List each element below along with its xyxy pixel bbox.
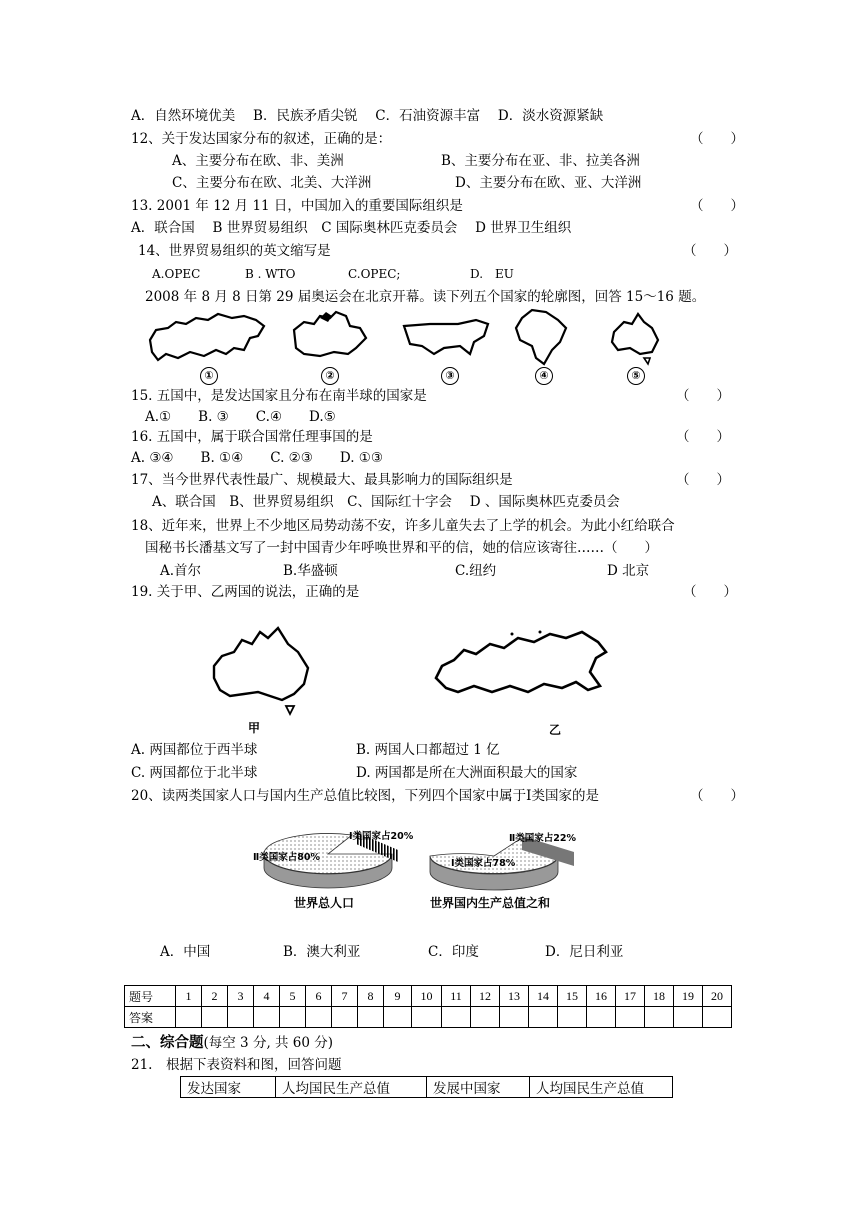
q19-option-d: D. 两国都是所在大洲面积最大的国家 (356, 765, 578, 781)
answer-table-number: 7 (332, 986, 358, 1007)
q20-option-d: D．尼日利亚 (545, 944, 624, 960)
answer-table-number: 18 (645, 986, 674, 1007)
q14-stem: 14、世界贸易组织的英文缩写是 (138, 243, 331, 259)
q20-stem: 20、读两类国家人口与国内生产总值比较图，下列四个国家中属于Ⅰ类国家的是 (131, 788, 600, 804)
section2-heading (131, 1034, 333, 1052)
answer-table-number: 20 (703, 986, 732, 1007)
pie2-big-label: Ⅰ类国家占78% (451, 858, 516, 869)
q12-option-d: D、主要分布在欧、亚、大洋洲 (455, 175, 642, 191)
answer-cell[interactable] (442, 1007, 471, 1028)
q16-stem: 16. 五国中，属于联合国常任理事国的是 (131, 429, 373, 445)
answer-cell[interactable] (332, 1007, 358, 1028)
answer-table-row-head: 题号 (125, 986, 176, 1007)
answer-table-row-head: 答案 (125, 1007, 176, 1028)
q21-table (180, 1076, 673, 1098)
answer-cell[interactable] (384, 1007, 412, 1028)
q21-header-gnp-1: 人均国民生产总值 (276, 1077, 427, 1098)
q19-option-c: C. 两国都位于北半球 (131, 765, 258, 781)
answer-table-number: 13 (500, 986, 529, 1007)
q17-stem: 17、当今世界代表性最广、规模最大、最具影响力的国际组织是 (131, 472, 513, 488)
q19-stem: 19. 关于甲、乙两国的说法，正确的是 (131, 584, 360, 600)
jia-label: 甲 (248, 721, 261, 735)
answer-table-number: 11 (442, 986, 471, 1007)
answer-cell[interactable] (412, 1007, 442, 1028)
pie2-small-label: Ⅱ类国家占22% (509, 833, 576, 844)
answer-table-number: 19 (674, 986, 703, 1007)
q18-option-a: A.首尔 (160, 563, 202, 579)
q16-options: A. ③④ B. ①④ C. ②③ D. ①③ (131, 450, 384, 466)
q11-options: A．自然环境优美 B．民族矛盾尖锐 C．石油资源丰富 D．淡水资源紧缺 (131, 108, 604, 124)
answer-table (124, 985, 732, 1028)
q18-stem-line1: 18、近年来，世界上不少地区局势动荡不安，许多儿童失去了上学的机会。为此小红给联合 (131, 518, 675, 534)
yi-russia-map (432, 628, 612, 704)
q15-options: A.① B. ③ C.④ D.⑤ (145, 409, 336, 425)
q18-option-b: B.华盛顿 (283, 563, 338, 579)
answer-cell[interactable] (471, 1007, 500, 1028)
q19-answer-paren: （ ） (683, 584, 737, 600)
answer-cell[interactable] (558, 1007, 587, 1028)
answer-table-number: 15 (558, 986, 587, 1007)
map-label-1: ① (200, 367, 218, 385)
jia-australia-map (208, 622, 316, 718)
q17-answer-paren: （ ） (676, 472, 730, 488)
answer-cell[interactable] (306, 1007, 332, 1028)
q19-option-a: A. 两国都位于西半球 (131, 742, 258, 758)
answer-table-answer-row (125, 1007, 732, 1028)
answer-cell[interactable] (176, 1007, 202, 1028)
q14-option-d: D. EU (470, 267, 514, 281)
answer-cell[interactable] (616, 1007, 645, 1028)
answer-table-number: 17 (616, 986, 645, 1007)
answer-table-number: 3 (228, 986, 254, 1007)
canada-outline-map (290, 308, 370, 364)
answer-table-number: 12 (471, 986, 500, 1007)
pie1-big-label: Ⅱ类国家占80% (253, 852, 320, 863)
pie1-small-label: Ⅰ类国家占20% (349, 831, 414, 842)
answer-table-number: 16 (587, 986, 616, 1007)
answer-table-number: 2 (202, 986, 228, 1007)
q21-table-header-row (181, 1077, 673, 1098)
answer-cell[interactable] (703, 1007, 732, 1028)
answer-table-number: 5 (280, 986, 306, 1007)
q16-answer-paren: （ ） (676, 429, 730, 445)
q12-option-b: B、主要分布在亚、非、拉美各洲 (441, 153, 640, 169)
q14-option-a: A.OPEC (152, 267, 201, 281)
q15-stem: 15. 五国中，是发达国家且分布在南半球的国家是 (131, 388, 427, 404)
map-label-5: ⑤ (627, 367, 645, 385)
map-label-2: ② (321, 367, 339, 385)
pie1-caption: 世界总人口 (294, 896, 355, 910)
q18-option-d: D 北京 (607, 563, 650, 579)
q12-option-c: C、主要分布在欧、北美、大洋洲 (172, 175, 372, 191)
australia-outline-map (608, 308, 662, 366)
q20-answer-paren: （ ） (690, 788, 744, 804)
intro-15-16: 2008 年 8 月 8 日第 29 届奥运会在北京开幕。读下列五个国家的轮廓图，回答 15～16 题。 (145, 289, 706, 305)
q21-header-gnp-2: 人均国民生产总值 (530, 1077, 673, 1098)
answer-table-number: 14 (529, 986, 558, 1007)
q12-stem: 12、关于发达国家分布的叙述，正确的是： (131, 131, 392, 147)
answer-cell[interactable] (587, 1007, 616, 1028)
answer-cell[interactable] (529, 1007, 558, 1028)
answer-cell[interactable] (228, 1007, 254, 1028)
q13-options: A．联合国 B 世界贸易组织 C 国际奥林匹克委员会 D 世界卫生组织 (131, 220, 572, 236)
section2-title: 二、综合题 (131, 1035, 204, 1051)
q19-option-b: B. 两国人口都超过 1 亿 (356, 742, 500, 758)
answer-cell[interactable] (358, 1007, 384, 1028)
q14-option-b: B . WTO (245, 267, 296, 281)
q14-answer-paren: （ ） (683, 243, 737, 259)
answer-table-number: 1 (176, 986, 202, 1007)
q18-option-c: C.纽约 (455, 563, 497, 579)
q20-option-b: B．澳大利亚 (283, 944, 361, 960)
answer-cell[interactable] (645, 1007, 674, 1028)
pie2-caption: 世界国内生产总值之和 (430, 896, 551, 910)
usa-outline-map (400, 314, 492, 360)
answer-cell[interactable] (280, 1007, 306, 1028)
answer-cell[interactable] (202, 1007, 228, 1028)
answer-cell[interactable] (674, 1007, 703, 1028)
q20-option-c: C．印度 (428, 944, 479, 960)
q17-options: A、联合国 B、世界贸易组织 C、国际红十字会 D 、国际奥林匹克委员会 (152, 494, 620, 510)
answer-table-number-row (125, 986, 732, 1007)
section2-note: (每空 3 分, 共 60 分) (203, 1035, 334, 1051)
yi-label: 乙 (549, 723, 562, 737)
q13-stem: 13. 2001 年 12 月 11 日，中国加入的重要国际组织是 (131, 198, 463, 214)
answer-cell[interactable] (500, 1007, 529, 1028)
answer-cell[interactable] (254, 1007, 280, 1028)
q20-option-a: A．中国 (160, 944, 211, 960)
answer-table-number: 8 (358, 986, 384, 1007)
q15-answer-paren: （ ） (676, 388, 730, 404)
q14-option-c: C.OPEC; (348, 267, 401, 281)
answer-table-number: 4 (254, 986, 280, 1007)
answer-table-number: 10 (412, 986, 442, 1007)
q12-option-a: A、主要分布在欧、非、美洲 (172, 153, 344, 169)
q12-answer-paren: （ ） (690, 131, 744, 147)
brazil-outline-map (512, 306, 570, 368)
map-label-4: ④ (535, 367, 553, 385)
answer-table-number: 9 (384, 986, 412, 1007)
map-label-3: ③ (441, 367, 459, 385)
q13-answer-paren: （ ） (690, 198, 744, 214)
q21-header-developed: 发达国家 (181, 1077, 276, 1098)
q21-header-developing: 发展中国家 (427, 1077, 530, 1098)
q21-stem: 21. 根据下表资料和图，回答问题 (131, 1057, 342, 1073)
answer-table-number: 6 (306, 986, 332, 1007)
russia-outline-map (146, 310, 272, 366)
q18-stem-line2: 国秘书长潘基文写了一封中国青少年呼唤世界和平的信，她的信应该寄往……（ ） (145, 540, 658, 556)
